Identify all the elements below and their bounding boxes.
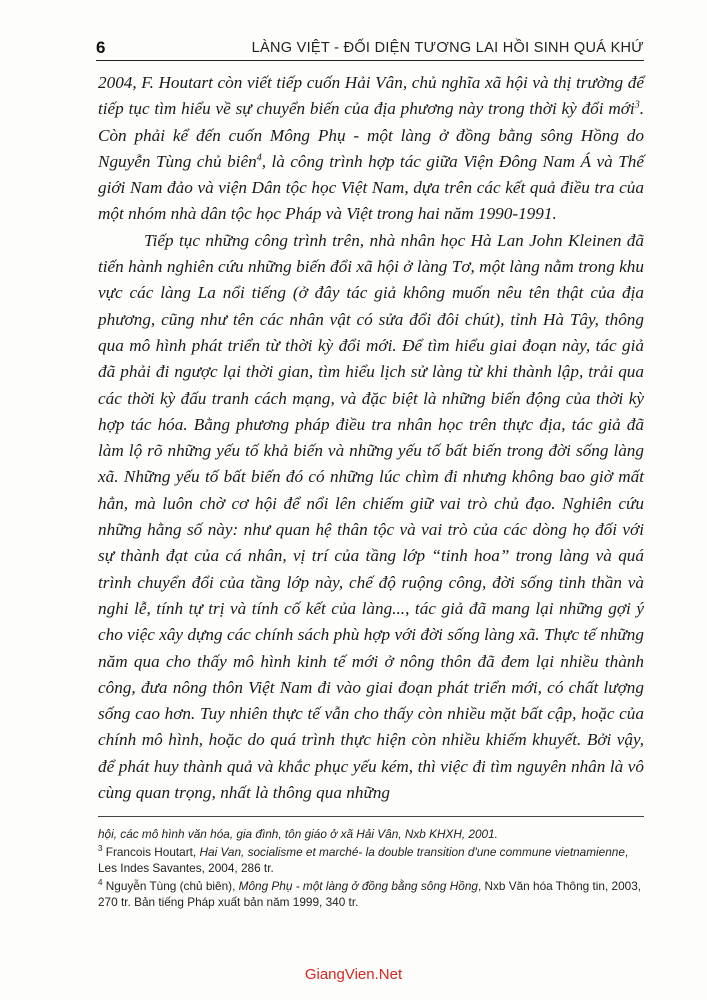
footnote-4-title: Mông Phụ - một làng ở đồng bằng sông Hồng <box>238 878 478 893</box>
footnote-4-mark: 4 <box>98 877 103 887</box>
footnote-separator <box>98 816 644 817</box>
footnote-4-rest: , Nxb Văn hóa Thông tin, 2003, 270 tr. Bản tiếng Pháp xuất bản năm 1999, 340 tr. <box>98 878 642 909</box>
footnote-3 <box>98 844 644 877</box>
body-text <box>98 70 644 806</box>
footnote-3-author: Francois Houtart, <box>105 844 200 859</box>
running-title: LÀNG VIỆT - ĐỐI DIỆN TƯƠNG LAI HỒI SINH QUÁ KHỨ <box>251 40 644 56</box>
paragraph-1-part-2: . Còn phải kể đến cuốn Mông Phụ - một làng ở đồng bằng sông Hồng do Nguyễn Tùng chủ biên <box>98 99 644 171</box>
paragraph-2: Tiếp tục những công trình trên, nhà nhân học Hà Lan John Kleinen đã tiến hành nghiên cứu những biến đổi xã hội ở làng Tơ, một làng nằm trong khu vực các làng La nổi tiếng (ở đây tác giả không muốn nêu tên thật của địa phương, cũng như tên các nhân vật có sửa đổi đôi chút), tỉnh Hà Tây, thông qua mô hình phát triển từ thời kỳ đổi mới. Để tìm hiểu giai đoạn này, tác giả đã phải đi ngược lại thời gian, tìm hiểu lịch sử làng từ khi thành lập, trải qua các thời kỳ đấu tranh cách mạng, và đặc biệt là những biến động của thời kỳ hợp tác hóa. Bằng phương pháp điều tra nhân học trên thực địa, tác giả đã làm lộ rõ những yếu tố khả biến và những yếu tố bất biến trong đời sống làng xã. Những yếu tố bất biến đó có những lúc chìm đi nhưng không bao giờ mất hẳn, mà luôn chờ cơ hội để nổi lên chiếm giữ vai trò chủ đạo. Nghiên cứu những hằng số này: như quan hệ thân tộc và vai trò của các dòng họ đối với sự thành đạt của cá nhân, vị trí của tầng lớp “tinh hoa” trong làng và quá trình chuyển đổi của tầng lớp này, chế độ ruộng công, đời sống tinh thần và nghi lễ, tính tự trị và tính cố kết của làng..., tác giả đã mang lại những gợi ý cho việc xây dựng các chính sách phù hợp với đời sống làng xã. Thực tế những năm qua cho thấy mô hình kinh tế mới ở nông thôn đã đem lại nhiều thành công, đưa nông thôn Việt Nam đi vào giai đoạn phát triển mới, có chất lượng sống cao hơn. Tuy nhiên thực tế vẫn cho thấy còn nhiều mặt bất cập, hoặc của chính mô hình, hoặc do quá trình thực hiện còn nhiều khiếm khuyết. Bởi vậy, để phát huy thành quả và khắc phục yếu kém, thì việc đi tìm nguyên nhân là vô cùng quan trọng, nhất là thông qua những <box>98 230 644 803</box>
footnotes <box>98 826 644 912</box>
page-number: 6 <box>96 38 106 57</box>
footnote-4 <box>98 878 644 911</box>
footnote-3-title: Hai Van, socialisme et marché- la double transition d'une commune vietnamienne <box>199 844 625 859</box>
watermark-text: GiangVien.Net <box>304 966 403 983</box>
footnote-continued: hội, các mô hình văn hóa, gia đình, tôn giáo ở xã Hải Vân, Nxb KHXH, 2001. <box>98 827 498 841</box>
paragraph-1-part-1: 2004, F. Houtart còn viết tiếp cuốn Hải Vân, chủ nghĩa xã hội và thị trường để tiếp tục tìm hiểu về sự chuyển biến của địa phương này trong thời kỳ đổi mới <box>98 73 644 119</box>
page-header <box>96 36 644 61</box>
paragraph-1-part-3: , là công trình hợp tác giữa Viện Đông Nam Á và Thế giới Nam đảo và viện Dân tộc học Việt Nam, dựa trên các kết quả điều tra của một nhóm nhà dân tộc học Pháp và Việt trong hai năm 1990-1991. <box>98 151 644 224</box>
footnote-4-author: Nguyễn Tùng (chủ biên), <box>105 878 239 893</box>
footnote-ref-3: 3 <box>634 99 640 111</box>
footnote-ref-4: 4 <box>256 152 262 164</box>
footnote-3-mark: 3 <box>98 843 103 853</box>
paragraph-1 <box>98 70 644 228</box>
footnote-3-rest: , Les Indes Savantes, 2004, 286 tr. <box>98 844 629 875</box>
